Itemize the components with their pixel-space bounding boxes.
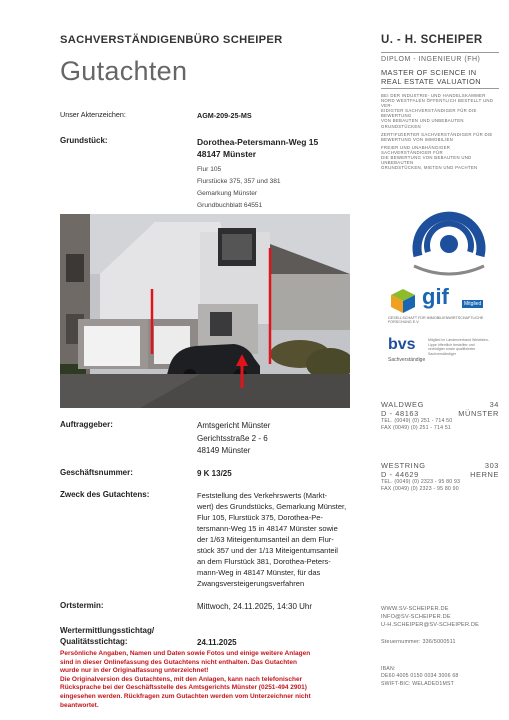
expert-sidebar [381, 34, 499, 170]
office-1-street: WALDWEG [381, 400, 424, 409]
bvs-caption: Sachverständige [388, 357, 426, 363]
online-version-notice [60, 650, 350, 710]
purpose-label: Zweck des Gutachtens: [60, 490, 150, 499]
office-1-street-line [381, 400, 499, 409]
qualification-line: ZERTIFIZIERTER SACHVERSTÄNDIGER FÜR DIE [381, 131, 493, 137]
property-street: Dorothea-Petersmann-Weg 15 [197, 137, 319, 147]
office-2-city-line [381, 470, 499, 479]
property-label: Grundstück: [60, 136, 108, 145]
notice-line: wurde nur in der Originalfassung unterzeichnet! [60, 667, 209, 675]
qualification-line: GRUNDSTÜCKEN, MIETEN UND PACHTEN [381, 165, 478, 171]
property-detail: Gemarkung Münster [197, 190, 258, 197]
purpose-line: Flur 105, Flurstück 375, Dorothea-Pe- [197, 513, 323, 522]
property-detail: Grundbuchblatt 64551 [197, 202, 263, 209]
case-number-label: Geschäftsnummer: [60, 468, 133, 477]
bvs-wordmark: bvs [388, 336, 416, 353]
gif-member-badge: Mitglied [464, 301, 482, 307]
expert-degree: DIPLOM - INGENIEUR (FH) [381, 56, 481, 63]
qualification-line: BEWERTUNG VON IMMOBILIEN [381, 136, 454, 142]
purpose-line: tersmann-Weg 15 in 48147 Münster sowie [197, 524, 338, 533]
office-2-city: HERNE [470, 470, 499, 479]
gif-wordmark: gif [422, 284, 449, 309]
case-number-value: 9 K 13/25 [197, 469, 232, 478]
purpose-line: wert) des Grundstücks, Gemarkung Münster, [197, 502, 347, 511]
qualification-line: FREIER UND UNABHÄNGIGER SACHVERSTÄNDIGER FÜR [381, 144, 451, 155]
notice-line: eingesehen werden. Rückfragen zum Gutachten werden vom Unterzeichner nicht [60, 692, 311, 700]
qualification-line: EIDIGTER SACHVERSTÄNDIGER FÜR DIE BEWERTUNG [381, 108, 477, 119]
qualification-line: DIE BEWERTUNG VON BEBAUTEN UND UNBEBAUTEN [381, 155, 472, 166]
gif-caption: GESELLSCHAFT FÜR IMMOBILIENWIRTSCHAFTLICHE FORSCHUNG E.V. [388, 316, 484, 325]
client-label: Auftraggeber: [60, 420, 113, 429]
purpose-text [197, 490, 405, 589]
tax-number: Steuernummer: 336/5000511 [381, 639, 456, 645]
bank-details [381, 666, 499, 688]
client-line: 48149 Münster [197, 446, 251, 455]
qualification-line: VON BEBAUTEN UND UNBEBAUTEN GRUNDSTÜCKEN [381, 118, 464, 129]
office-1-fax: FAX (0049) (0) 251 - 714 51 [381, 424, 451, 431]
website-link[interactable]: WWW.SV-SCHEIPER.DE [381, 606, 449, 612]
office-2-street: WESTRING [381, 461, 426, 470]
office-herne [381, 461, 499, 492]
office-1-city-line [381, 409, 499, 418]
purpose-line: der 1/63 Miteigentumsanteil an dem Flur- [197, 535, 334, 544]
document-title: Gutachten [60, 56, 188, 86]
property-city: 48147 Münster [197, 149, 257, 159]
property-detail: Flur 105 [197, 166, 222, 173]
qualification-1 [381, 93, 499, 129]
bvs-membership-logo [388, 336, 500, 370]
office-2-street-line [381, 461, 499, 470]
qualification-3 [381, 145, 499, 170]
qualification-2 [381, 132, 499, 142]
file-reference-label: Unser Aktenzeichen: [60, 110, 126, 119]
email-link[interactable]: INFO@SV-SCHEIPER.DE [381, 614, 451, 620]
office-2-tel: TEL. (0049) (0) 2323 - 95 80 93 [381, 479, 461, 485]
file-reference-value: AGM-209-25-MS [197, 111, 252, 120]
master-line-1: MASTER OF SCIENCE IN [381, 68, 477, 77]
property-address [197, 136, 405, 212]
bank-line: IBAN: [381, 666, 396, 672]
client-line: Amtsgericht Münster [197, 421, 271, 430]
purpose-line: Feststellung des Verkehrswerts (Markt- [197, 491, 328, 500]
notice-line: Rücksprache bei der Geschäftsstelle des Amtsgerichts Münster (0251-494 2901) [60, 684, 307, 692]
client-line: Gerichtsstraße 2 - 6 [197, 433, 268, 443]
purpose-line: stück 357 und der 1/13 Miteigentumsanteil [197, 546, 338, 555]
office-2-zip: D - 44629 [381, 470, 419, 479]
property-detail: Flurstücke 375, 357 und 381 [197, 178, 281, 185]
valuation-date-value: 24.11.2025 [197, 638, 237, 647]
notice-line: sind in dieser Onlinefassung des Gutachtens nicht enthalten. Das Gutachten [60, 658, 297, 666]
gif-cube-icon [390, 288, 416, 314]
iban: DE60 4005 0150 0034 3006 68 [381, 673, 459, 680]
gif-membership-logo [388, 284, 500, 330]
email-link[interactable]: U-H.SCHEIPER@SV-SCHEIPER.DE [381, 622, 480, 628]
office-1-tel: TEL. (0049) (0) 251 - 714 50 [381, 418, 453, 424]
valuation-date-label-2: Qualitätsstichtag: [60, 637, 128, 646]
office-1-city: MÜNSTER [458, 409, 499, 418]
web-contacts [381, 605, 499, 646]
office-1-zip: D - 48163 [381, 409, 419, 418]
notice-line: beantwortet. [60, 701, 99, 709]
qualification-line: NORD WESTFALEN ÖFFENTLICH BESTELLT UND VER- [381, 98, 494, 109]
valuation-date-label-1: Wertermittlungsstichtag/ [60, 626, 155, 635]
swift-bic: SWIFT-BIC: WELADED1MST [381, 680, 454, 687]
qualification-line: BEI DER INDUSTRIE- UND HANDELSKAMMER [381, 93, 486, 98]
property-photo [60, 214, 350, 408]
office-2-fax: FAX (0049) (0) 2323 - 95 80 90 [381, 485, 459, 492]
office-1-number: 34 [489, 400, 499, 409]
notice-line: Die Originalversion des Gutachtens, mit den Anlagen, kann nach telefonischer [60, 675, 303, 683]
client-address [197, 420, 405, 458]
office-muenster [381, 400, 499, 431]
inspection-value: Mittwoch, 24.11.2025, 14:30 Uhr [197, 602, 313, 611]
expert-seal-logo [404, 200, 494, 290]
property-details [197, 164, 405, 212]
expert-name: U. - H. SCHEIPER [381, 34, 483, 46]
purpose-line: mann-Weg in 48147 Münster, für das [197, 568, 321, 577]
purpose-line: Zwangsversteigerungsverfahren [197, 579, 305, 588]
purpose-line: an dem Flurstück 381, Dorothea-Peters- [197, 557, 331, 566]
master-line-2: REAL ESTATE VALUATION [381, 77, 481, 86]
inspection-label: Ortstermin: [60, 601, 104, 610]
office-name: SACHVERSTÄNDIGENBÜRO SCHEIPER [60, 34, 283, 46]
office-2-number: 303 [484, 461, 499, 470]
bvs-note: Mitglied im Landesverband Westfalen-Lippe öffentlich bestellter und vereidigter sowie qualifizierter Sachverständiger [428, 338, 490, 356]
notice-line: Persönliche Angaben, Namen und Daten sowie Fotos und einige weitere Anlagen [60, 650, 311, 657]
